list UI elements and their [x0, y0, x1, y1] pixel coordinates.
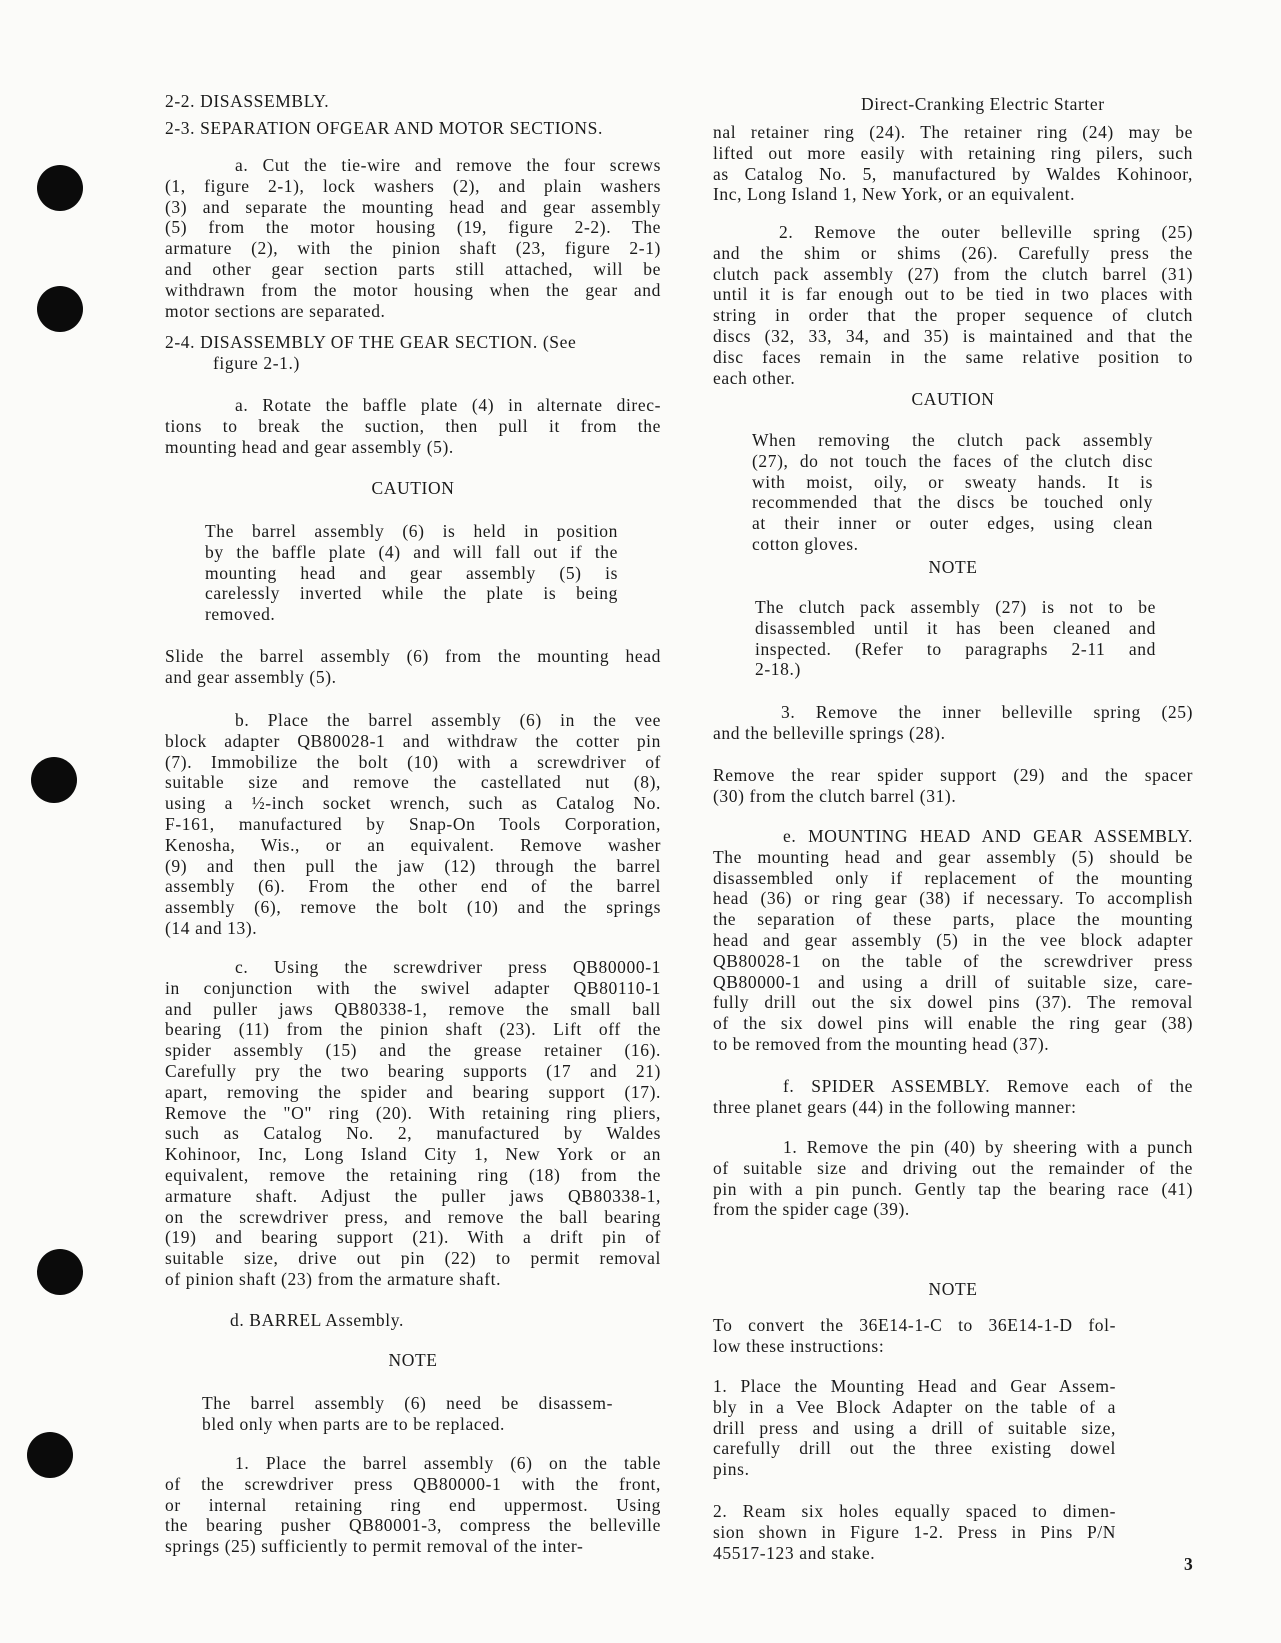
text-line: until it is far enough out to be tied in two places with — [713, 284, 1193, 305]
text-line: (9) and then pull the jaw (12) through the barrel — [165, 855, 661, 876]
text-line: When removing the clutch pack assembly — [752, 430, 1153, 450]
text-line: from the spider cage (39). — [713, 1199, 910, 1220]
text-line: (5) from the motor housing (19, figure 2-2). The — [165, 217, 661, 238]
text-line: f. SPIDER ASSEMBLY. Remove each of the — [783, 1076, 1193, 1096]
conversion-intro — [713, 1315, 1116, 1357]
text-line: equivalent, remove the retaining ring (18) from the — [165, 1164, 661, 1185]
caution-text — [205, 521, 618, 625]
paragraph-2-3-a — [165, 155, 661, 321]
text-line: a. Cut the tie-wire and remove the four screws — [235, 155, 661, 175]
text-line: (1, figure 2-1), lock washers (2), and plain washers — [165, 175, 661, 196]
paragraph-e — [713, 826, 1193, 1055]
conversion-step-1 — [713, 1376, 1116, 1480]
text-line: nal retainer ring (24). The retainer ring (24) may be — [713, 122, 1193, 142]
paragraph-spider-support — [713, 765, 1193, 807]
text-line: (3) and separate the mounting head and gear assembly — [165, 196, 661, 217]
paragraph-d-3 — [713, 702, 1193, 744]
text-line: bearing (11) from the pinion shaft (23). Lift off the — [165, 1019, 661, 1040]
text-line: F-161, manufactured by Snap-On Tools Corporation, — [165, 813, 661, 834]
text-line: to be removed from the mounting head (37). — [713, 1033, 1050, 1054]
text-line: and gear assembly (5). — [165, 666, 337, 687]
text-line: using a ½-inch socket wrench, such as Catalog No. — [165, 793, 661, 814]
text-line: disc faces remain in the same relative position to — [713, 346, 1193, 367]
text-line: tions to break the suction, then pull it from the — [165, 415, 661, 436]
text-line: mounting head and gear assembly (5). — [165, 436, 454, 457]
text-line: To convert the 36E14-1-C to 36E14-1-D fol- — [713, 1315, 1116, 1335]
text-line: string in order that the proper sequence of clutch — [713, 305, 1193, 326]
caution-text — [752, 430, 1153, 555]
paragraph-2-4-d: d. BARREL Assembly. — [230, 1310, 404, 1330]
paragraph-2-4-a — [165, 395, 661, 457]
paragraph-2-4-d-1 — [165, 1453, 661, 1557]
binder-hole — [27, 1432, 73, 1478]
text-line: bled only when parts are to be replaced. — [202, 1413, 505, 1434]
text-line: cotton gloves. — [752, 533, 859, 554]
binder-hole — [37, 286, 83, 332]
text-line: as Catalog No. 5, manufactured by Waldes Kohinoor, — [713, 163, 1193, 184]
section-heading-2-3: 2-3. SEPARATION OFGEAR AND MOTOR SECTIONS. — [165, 118, 603, 138]
text-line: b. Place the barrel assembly (6) in the vee — [235, 710, 661, 730]
text-line: block adapter QB80028-1 and withdraw the cotter pin — [165, 730, 661, 751]
page-number: 3 — [1184, 1554, 1194, 1574]
text-line: Remove the rear spider support (29) and the spacer — [713, 765, 1193, 785]
text-line: carefully drill out the three existing dowel — [713, 1438, 1116, 1459]
text-line: e. MOUNTING HEAD AND GEAR ASSEMBLY. — [783, 826, 1193, 846]
text-line: figure 2-1.) — [213, 352, 300, 373]
text-line: 2-18.) — [755, 659, 801, 680]
binder-hole — [37, 165, 83, 211]
text-line: 1. Place the barrel assembly (6) on the table — [235, 1453, 661, 1473]
text-line: of pinion shaft (23) from the armature shaft. — [165, 1268, 502, 1289]
binder-hole — [31, 757, 77, 803]
text-line: three planet gears (44) in the following manner: — [713, 1096, 1077, 1117]
text-line: 1. Place the Mounting Head and Gear Assem- — [713, 1376, 1116, 1396]
text-line: The mounting head and gear assembly (5) should be — [713, 846, 1193, 867]
text-line: drill press and using a drill of suitable size, — [713, 1417, 1116, 1438]
text-line: spider assembly (15) and the grease retainer (16). — [165, 1040, 661, 1061]
paragraph-2-4-c — [165, 957, 661, 1290]
text-line: (27), do not touch the faces of the clutch disc — [752, 450, 1153, 471]
text-line: inspected. (Refer to paragraphs 2-11 and — [755, 638, 1156, 659]
text-line: armature (2), with the pinion shaft (23, figure 2-1) — [165, 238, 661, 259]
text-line: disassembled only if replacement of the mounting — [713, 867, 1193, 888]
text-line: c. Using the screwdriver press QB80000-1 — [235, 957, 661, 977]
text-line: or internal retaining ring end uppermost. Using — [165, 1494, 661, 1515]
text-line: pin with a pin punch. Gently tap the bearing race (41) — [713, 1178, 1193, 1199]
text-line: withdrawn from the motor housing when the gear and — [165, 279, 661, 300]
note-text — [755, 597, 1156, 680]
text-line: Kenosha, Wis., or an equivalent. Remove washer — [165, 834, 661, 855]
text-line: head and gear assembly (5) in the vee block adapter — [713, 929, 1193, 950]
text-line: fully drill out the six dowel pins (37). The removal — [713, 992, 1193, 1013]
text-line: QB80028-1 on the table of the screwdriver press — [713, 950, 1193, 971]
text-line: 3. Remove the inner belleville spring (25) — [781, 702, 1193, 722]
text-line: at their inner or outer edges, using clean — [752, 513, 1153, 534]
text-line: Carefully pry the two bearing supports (17 and 21) — [165, 1060, 661, 1081]
paragraph-d-2 — [713, 222, 1193, 388]
text-line: carelessly inverted while the plate is being — [205, 583, 618, 604]
binder-hole — [37, 1249, 83, 1295]
text-line: mounting head and gear assembly (5) is — [205, 562, 618, 583]
text-line: armature shaft. Adjust the puller jaws QB80338-1, — [165, 1185, 661, 1206]
section-heading-2-2: 2-2. DISASSEMBLY. — [165, 91, 330, 111]
text-line: suitable size and remove the castellated nut (8), — [165, 772, 661, 793]
text-line: 45517-123 and stake. — [713, 1542, 876, 1563]
text-line: removed. — [205, 604, 276, 625]
text-line: (7). Immobilize the bolt (10) with a screwdriver of — [165, 751, 661, 772]
text-line: a. Rotate the baffle plate (4) in alternate direc- — [235, 395, 661, 415]
text-line: on the screwdriver press, and remove the ball bearing — [165, 1206, 661, 1227]
text-line: lifted out more easily with retaining ring pilers, such — [713, 142, 1193, 163]
text-line: by the baffle plate (4) and will fall out if the — [205, 541, 618, 562]
text-line: and the belleville springs (28). — [713, 722, 946, 743]
text-line: springs (25) sufficiently to permit removal of the inter- — [165, 1536, 584, 1557]
text-line: low these instructions: — [713, 1335, 885, 1356]
text-line: pins. — [713, 1459, 750, 1480]
caution-heading: CAUTION — [371, 478, 455, 498]
text-line: 2-4. DISASSEMBLY OF THE GEAR SECTION. (See — [165, 332, 577, 352]
text-line: The clutch pack assembly (27) is not to be — [755, 597, 1156, 617]
text-line: of suitable size and driving out the remainder of the — [713, 1157, 1193, 1178]
text-line: and the shim or shims (26). Carefully press the — [713, 242, 1193, 263]
text-line: (30) from the clutch barrel (31). — [713, 785, 957, 806]
text-line: bly in a Vee Block Adapter on the table of a — [713, 1396, 1116, 1417]
text-line: and other gear section parts still attached, will be — [165, 258, 661, 279]
text-line: with moist, oily, or sweaty hands. It is — [752, 471, 1153, 492]
text-line: disassembled until it has been cleaned and — [755, 617, 1156, 638]
text-line: (14 and 13). — [165, 917, 258, 938]
note-heading: NOTE — [928, 557, 978, 577]
text-line: head (36) or ring gear (38) if necessary. To accomplish — [713, 888, 1193, 909]
text-line: 2. Ream six holes equally spaced to dimen- — [713, 1501, 1116, 1521]
paragraph-slide — [165, 646, 661, 688]
text-line: the separation of these parts, place the mounting — [713, 909, 1193, 930]
note-text — [202, 1393, 613, 1435]
text-line: assembly (6), remove the bolt (10) and the springs — [165, 897, 661, 918]
conversion-step-2 — [713, 1501, 1116, 1563]
text-line: 2. Remove the outer belleville spring (25) — [779, 222, 1193, 242]
text-line: of the screwdriver press QB80000-1 with the front, — [165, 1473, 661, 1494]
text-line: motor sections are separated. — [165, 300, 386, 321]
caution-heading: CAUTION — [911, 389, 995, 409]
text-line: Kohinoor, Inc, Long Island City 1, New York or an — [165, 1144, 661, 1165]
text-line: the bearing pusher QB80001-3, compress the belleville — [165, 1515, 661, 1536]
text-line: clutch pack assembly (27) from the clutch barrel (31) — [713, 263, 1193, 284]
text-line: The barrel assembly (6) is held in position — [205, 521, 618, 541]
text-line: (19) and bearing support (21). With a drift pin of — [165, 1227, 661, 1248]
text-line: The barrel assembly (6) need be disassem- — [202, 1393, 613, 1413]
paragraph-f-1 — [713, 1137, 1193, 1220]
text-line: assembly (6). From the other end of the barrel — [165, 876, 661, 897]
paragraph-continued — [713, 122, 1193, 205]
text-line: in conjunction with the swivel adapter QB80110-1 — [165, 977, 661, 998]
text-line: Remove the "O" ring (20). With retaining ring pliers, — [165, 1102, 661, 1123]
note-heading: NOTE — [928, 1279, 978, 1299]
text-line: Slide the barrel assembly (6) from the mounting head — [165, 646, 661, 666]
text-line: of the six dowel pins will enable the ring gear (38) — [713, 1013, 1193, 1034]
text-line: suitable size, drive out pin (22) to permit removal — [165, 1248, 661, 1269]
text-line: 1. Remove the pin (40) by sheering with a punch — [783, 1137, 1193, 1157]
text-line: each other. — [713, 367, 796, 388]
text-line: QB80000-1 and using a drill of suitable size, care- — [713, 971, 1193, 992]
paragraph-f — [713, 1076, 1193, 1118]
note-heading: NOTE — [388, 1350, 438, 1370]
section-heading-2-4 — [165, 332, 661, 374]
text-line: recommended that the discs be touched only — [752, 492, 1153, 513]
text-line: and puller jaws QB80338-1, remove the small ball — [165, 998, 661, 1019]
text-line: such as Catalog No. 2, manufactured by Waldes — [165, 1123, 661, 1144]
running-header: Direct-Cranking Electric Starter — [861, 94, 1105, 114]
text-line: apart, removing the spider and bearing support (17). — [165, 1081, 661, 1102]
paragraph-2-4-b — [165, 710, 661, 939]
text-line: Inc, Long Island 1, New York, or an equivalent. — [713, 184, 1076, 205]
text-line: discs (32, 33, 34, and 35) is maintained and that the — [713, 325, 1193, 346]
text-line: sion shown in Figure 1-2. Press in Pins P/N — [713, 1521, 1116, 1542]
